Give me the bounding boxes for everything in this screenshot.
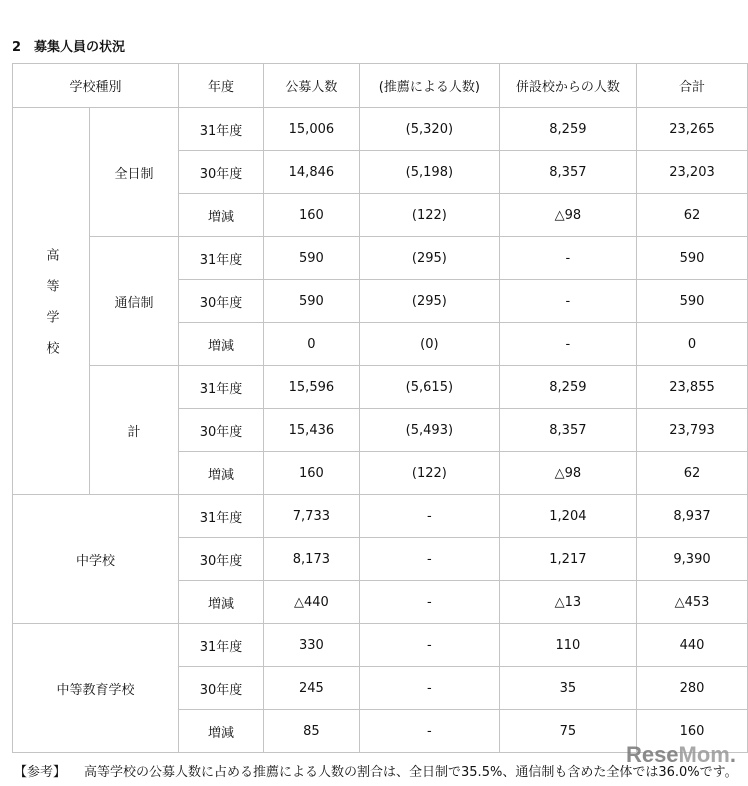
year-cell: 増減 [179,710,264,753]
year-cell: 31年度 [179,108,264,151]
public-count-cell: 8,173 [263,538,359,581]
affiliated-count-cell: △13 [499,581,636,624]
public-count-cell: 590 [263,280,359,323]
note-label: 【参考】 [14,765,67,780]
year-cell: 31年度 [179,495,264,538]
table-row [13,495,748,538]
total-cell: 23,793 [637,409,748,452]
affiliated-count-cell: 1,217 [499,538,636,581]
recommended-count-cell: - [359,710,499,753]
recommended-count-cell: - [359,667,499,710]
year-cell: 30年度 [179,151,264,194]
category-label: 中等教育学校 [13,624,179,753]
affiliated-count-cell: 8,357 [499,409,636,452]
year-cell: 30年度 [179,280,264,323]
recommended-count-cell: (5,320) [359,108,499,151]
year-cell: 30年度 [179,538,264,581]
total-cell: 9,390 [637,538,748,581]
total-cell: 23,203 [637,151,748,194]
category-label: 中学校 [13,495,179,624]
public-count-cell: 15,006 [263,108,359,151]
public-count-cell: △440 [263,581,359,624]
public-count-cell: 15,436 [263,409,359,452]
affiliated-count-cell: 110 [499,624,636,667]
total-cell: △453 [637,581,748,624]
public-count-cell: 330 [263,624,359,667]
total-cell: 440 [637,624,748,667]
public-count-cell: 590 [263,237,359,280]
total-cell: 23,265 [637,108,748,151]
public-count-cell: 14,846 [263,151,359,194]
year-cell: 30年度 [179,667,264,710]
recommended-count-cell: (295) [359,237,499,280]
recommended-count-cell: (295) [359,280,499,323]
public-count-cell: 7,733 [263,495,359,538]
affiliated-count-cell: 8,357 [499,151,636,194]
recommended-count-cell: - [359,538,499,581]
total-cell: 280 [637,667,748,710]
table-row [13,624,748,667]
affiliated-count-cell: 75 [499,710,636,753]
table-row [13,108,748,151]
recommended-count-cell: (122) [359,194,499,237]
affiliated-count-cell: 8,259 [499,108,636,151]
public-count-cell: 160 [263,194,359,237]
public-count-cell: 160 [263,452,359,495]
table-row [13,366,748,409]
affiliated-count-cell: - [499,280,636,323]
total-cell: 8,937 [637,495,748,538]
section-title: 2 募集人員の状況 [12,40,126,55]
column-header: 学校種別 [13,64,179,108]
table-row [13,237,748,280]
year-cell: 増減 [179,581,264,624]
public-count-cell: 15,596 [263,366,359,409]
column-header: 併設校からの人数 [499,64,636,108]
total-cell: 62 [637,452,748,495]
affiliated-count-cell: △98 [499,452,636,495]
affiliated-count-cell: 8,259 [499,366,636,409]
affiliated-count-cell: - [499,323,636,366]
recommended-count-cell: (5,198) [359,151,499,194]
header-row [13,64,748,108]
affiliated-count-cell: △98 [499,194,636,237]
recommended-count-cell: (5,615) [359,366,499,409]
total-cell: 590 [637,280,748,323]
recommended-count-cell: (122) [359,452,499,495]
column-header: 合計 [637,64,748,108]
year-cell: 31年度 [179,237,264,280]
recommended-count-cell: (5,493) [359,409,499,452]
public-count-cell: 245 [263,667,359,710]
year-cell: 30年度 [179,409,264,452]
recommended-count-cell: (0) [359,323,499,366]
high-school-label: 高等学校 [13,108,90,495]
total-cell: 0 [637,323,748,366]
column-header: 年度 [179,64,264,108]
recommended-count-cell: - [359,624,499,667]
total-cell: 23,855 [637,366,748,409]
recommended-count-cell: - [359,495,499,538]
affiliated-count-cell: 35 [499,667,636,710]
public-count-cell: 0 [263,323,359,366]
year-cell: 増減 [179,452,264,495]
category-label: 計 [90,366,179,495]
year-cell: 31年度 [179,366,264,409]
column-header: 公募人数 [263,64,359,108]
affiliated-count-cell: 1,204 [499,495,636,538]
recruitment-table [12,63,748,753]
total-cell: 160 [637,710,748,753]
note-text: 高等学校の公募人数に占める推薦による人数の割合は、全日制で35.5%、通信制も含めた全体では36.0%です。 [84,765,738,780]
total-cell: 62 [637,194,748,237]
category-label: 通信制 [90,237,179,366]
year-cell: 増減 [179,323,264,366]
category-label: 全日制 [90,108,179,237]
year-cell: 増減 [179,194,264,237]
watermark-logo: ReseMom. [625,742,736,767]
year-cell: 31年度 [179,624,264,667]
column-header: (推薦による人数) [359,64,499,108]
affiliated-count-cell: - [499,237,636,280]
public-count-cell: 85 [263,710,359,753]
total-cell: 590 [637,237,748,280]
recommended-count-cell: - [359,581,499,624]
